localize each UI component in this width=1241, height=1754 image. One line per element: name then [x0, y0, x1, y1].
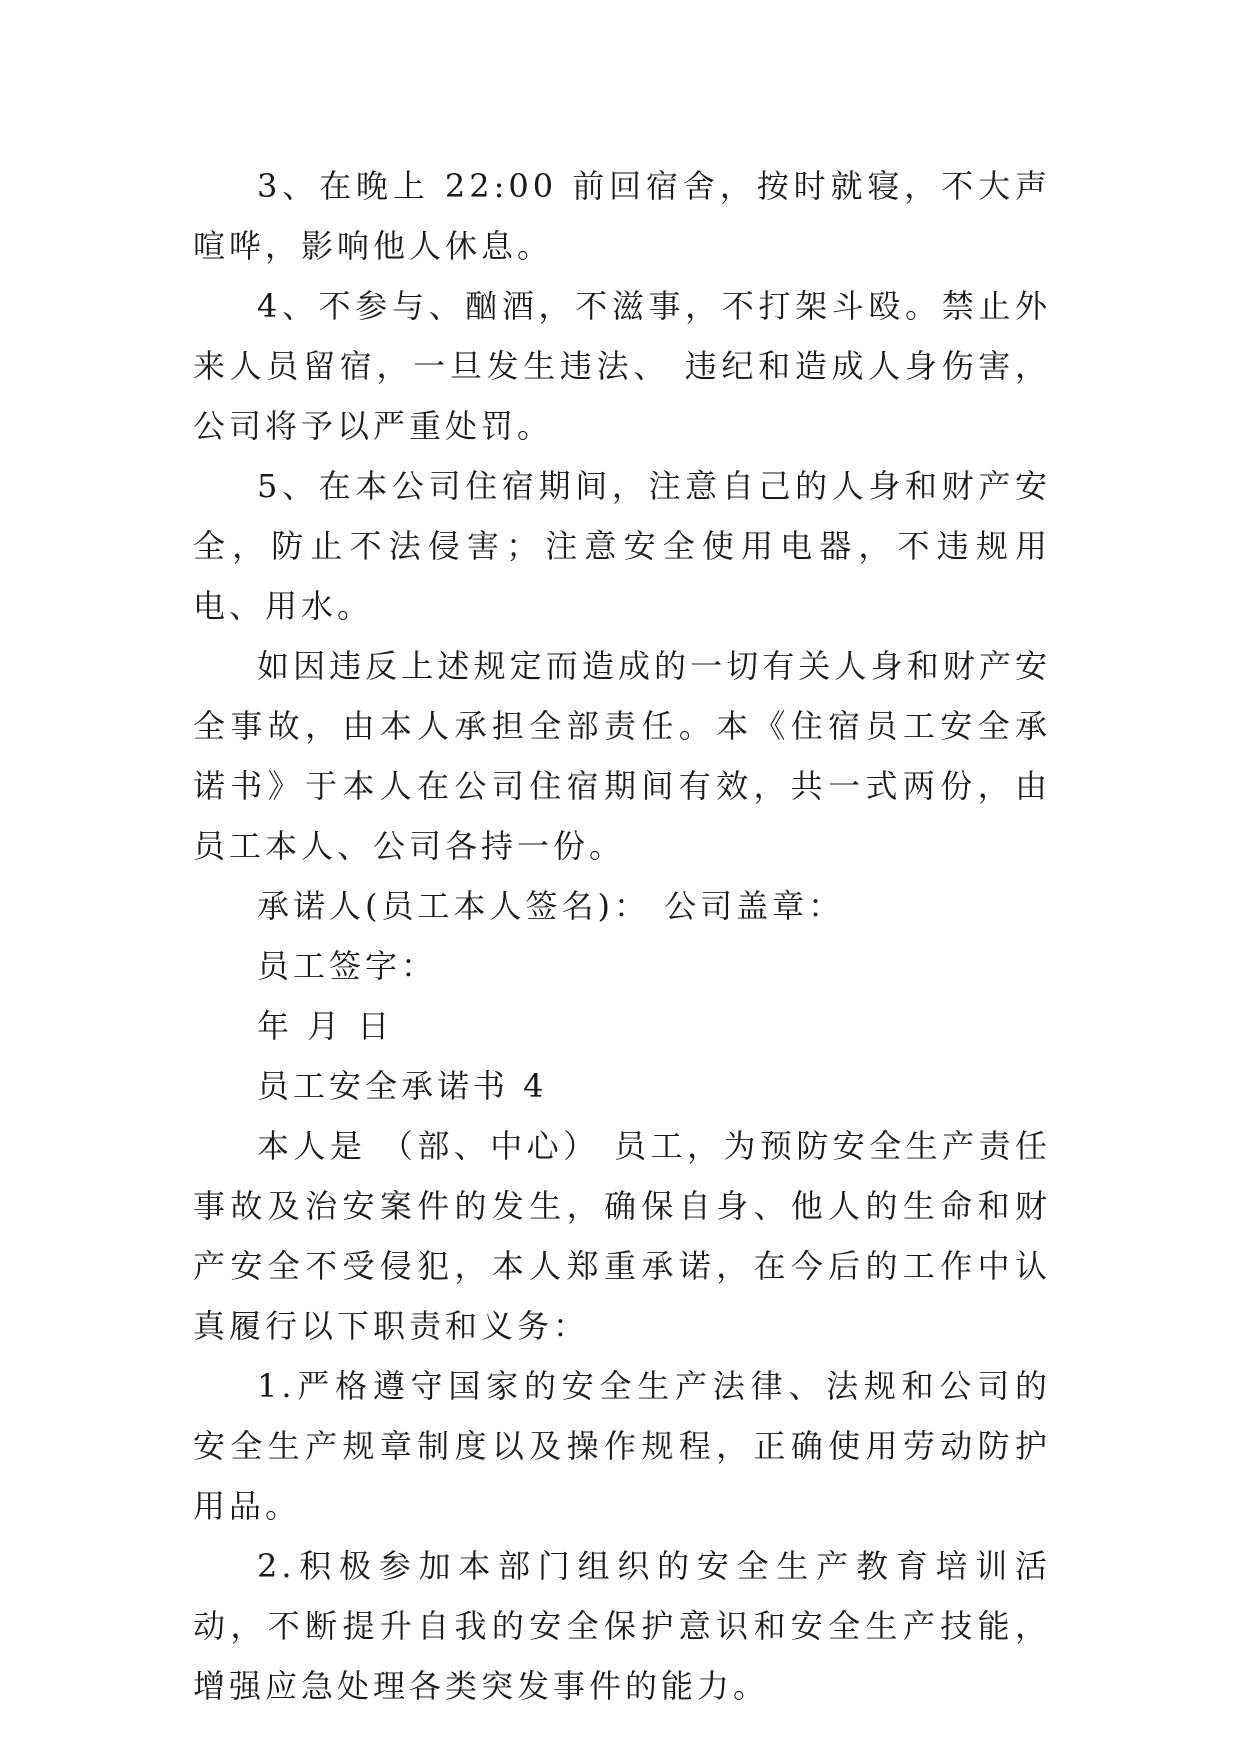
paragraph-item-1: 1.严格遵守国家的安全生产法律、法规和公司的安全生产规章制度以及操作规程，正确使用劳动防护用品。 — [193, 1367, 1051, 1525]
section-title: 员工安全承诺书 4 — [257, 1067, 548, 1105]
signature-line-employee: 员工签字： — [257, 947, 438, 985]
paragraph-rule-5: 5、在本公司住宿期间，注意自己的人身和财产安全，防止不法侵害；注意安全使用电器，不违规用电、用水。 — [193, 467, 1051, 625]
signature-line-promisor: 承诺人(员工本人签名)： 公司盖章： — [257, 887, 845, 925]
paragraph-rule-4: 4、不参与、酗酒，不滋事，不打架斗殴。禁止外来人员留宿，一旦发生违法、 违纪和造成人身伤害，公司将予以严重处罚。 — [193, 287, 1051, 445]
paragraph-rule-3: 3、在晚上 22:00 前回宿舍，按时就寝，不大声喧哗，影响他人休息。 — [193, 167, 1051, 265]
paragraph-liability: 如因违反上述规定而造成的一切有关人身和财产安全事故，由本人承担全部责任。本《住宿员工安全承诺书》于本人在公司住宿期间有效，共一式两份，由员工本人、公司各持一份。 — [193, 647, 1051, 865]
date-line: 年 月 日 — [257, 1007, 394, 1045]
paragraph-intro: 本人是 （部、中心） 员工，为预防安全生产责任事故及治安案件的发生，确保自身、他人的生命和财产安全不受侵犯，本人郑重承诺，在今后的工作中认真履行以下职责和义务： — [193, 1127, 1051, 1345]
document-body — [193, 156, 1051, 1716]
paragraph-item-2: 2.积极参加本部门组织的安全生产教育培训活动，不断提升自我的安全保护意识和安全生产技能，增强应急处理各类突发事件的能力。 — [193, 1547, 1051, 1705]
